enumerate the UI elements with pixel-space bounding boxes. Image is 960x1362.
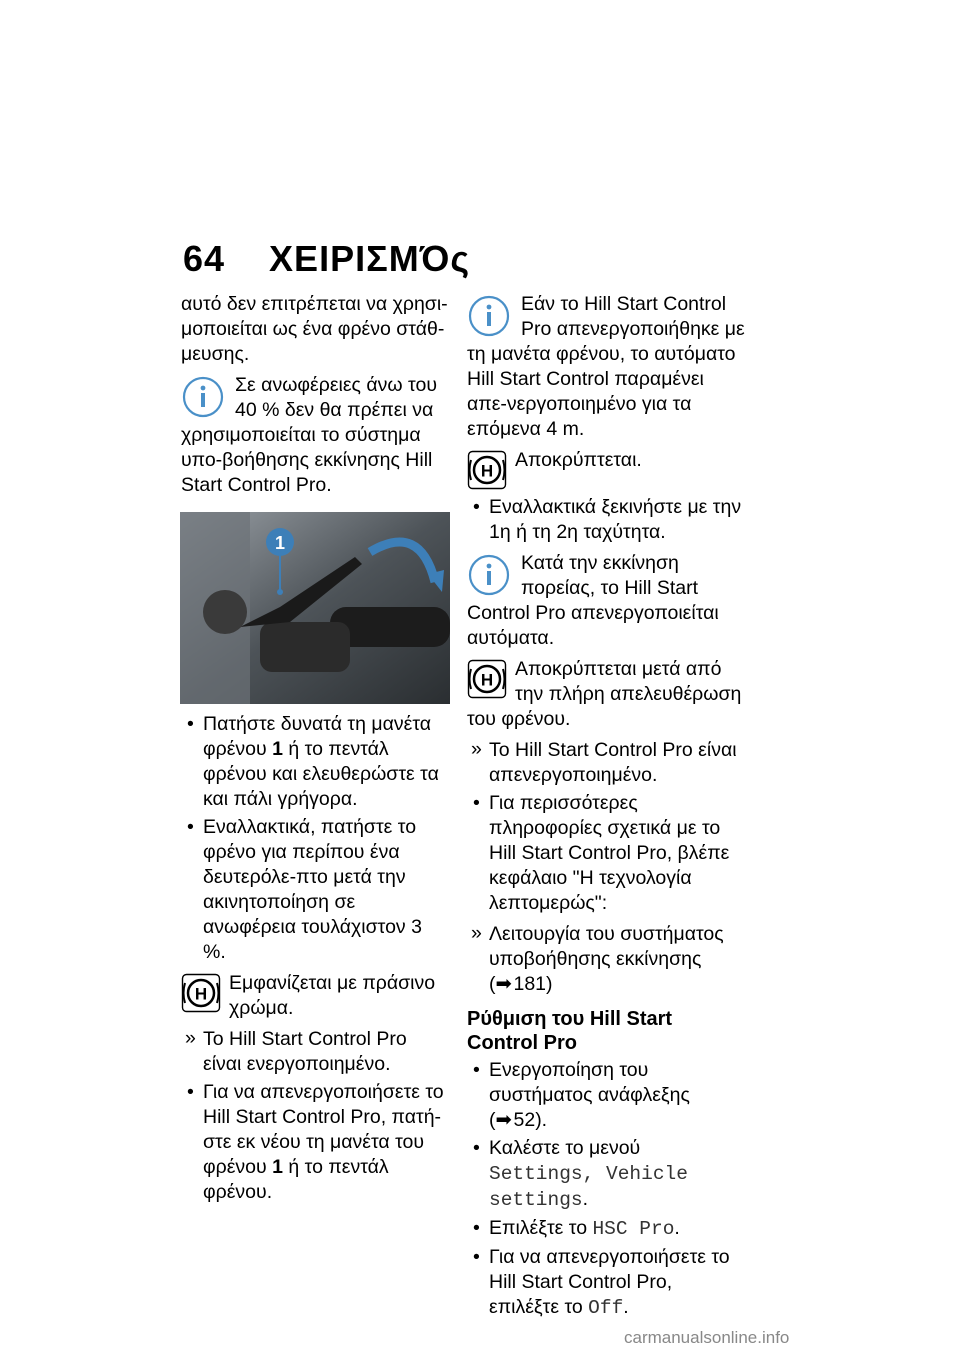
brake-lever-figure <box>180 512 450 704</box>
note-text: Εάν το Hill Start Control Pro απενεργοποιήθηκε με τη μανέτα φρένου, το αυτόματο Hill Start Control παραμένει απε-νεργοποιημένο για τα επόμενα 4 m. <box>467 293 745 440</box>
svg-text:H: H <box>480 461 494 481</box>
paragraph: αυτό δεν επιτρέπεται να χρησι-μοποιείται ως ένα φρένο στάθ-μευσης. <box>181 293 448 365</box>
menu-option: HSC Pro <box>592 1218 675 1240</box>
menu-path: Settings, Vehicle settings <box>489 1163 688 1211</box>
list-item: • Εναλλακτικά ξεκινήστε με την 1η ή τη 2η ταχύτητα. <box>467 495 747 545</box>
page-reference[interactable]: (➡ 181) <box>489 973 553 995</box>
list-item: • Για να απενεργοποιήσετε το Hill Start Control Pro, πατή-στε εκ νέου τη μανέτα του φρένου 1 ή το πεντάλ φρένου. <box>181 1080 449 1205</box>
result-item: » Το Hill Start Control Pro είναι ενεργοποιημένο. <box>181 1027 449 1077</box>
note-text: Αποκρύπτεται. <box>515 449 642 471</box>
info-icon <box>181 375 225 419</box>
info-icon <box>467 294 511 338</box>
result-item: » Λειτουργία του συστήματος υποβοήθησης εκκίνησης (➡ 181) <box>467 922 747 997</box>
reference-arrow-icon: ➡ <box>495 973 512 995</box>
figure-callout-1: 1 <box>274 533 286 553</box>
note-text: Αποκρύπτεται μετά από την πλήρη απελευθέρωση του φρένου. <box>467 658 742 730</box>
hill-start-indicator-icon <box>467 450 507 490</box>
list-item: • Επιλέξτε το HSC Pro. <box>467 1216 747 1242</box>
right-column <box>467 292 747 1321</box>
hill-start-indicator-icon <box>467 659 507 699</box>
indicator-note <box>181 971 449 1021</box>
info-icon <box>467 553 511 597</box>
svg-text:H: H <box>480 670 494 690</box>
note-text: Σε ανωφέρειες άνω του 40 % δεν θα πρέπει να χρησιμοποιείται το σύστημα υπο-βοήθησης εκκίνησης Hill Start Control Pro. <box>181 374 437 496</box>
reference-arrow-icon: ➡ <box>495 1109 512 1131</box>
list-item: • Πατήστε δυνατά τη μανέτα φρένου 1 ή το πεντάλ φρένου και ελευθερώστε τα και πάλι γρήγορα. <box>181 712 449 812</box>
watermark: carmanualsonline.info <box>624 1328 790 1347</box>
info-note <box>181 373 449 498</box>
list-item: • Καλέστε το μενού Settings, Vehicle settings. <box>467 1136 747 1213</box>
left-column <box>181 292 449 1205</box>
result-item: » Το Hill Start Control Pro είναι απενεργοποιημένο. <box>467 738 747 788</box>
page-number: 64 <box>183 238 226 279</box>
page-header <box>183 238 470 280</box>
list-item: • Για να απενεργοποιήσετε το Hill Start Control Pro, επιλέξτε το Off. <box>467 1245 747 1321</box>
section-heading: Ρύθμιση του Hill Start Control Pro <box>467 1008 673 1054</box>
indicator-note <box>467 448 747 492</box>
note-text: Εμφανίζεται με πράσινο χρώμα. <box>229 972 436 1019</box>
note-text: Κατά την εκκίνηση πορείας, το Hill Start Control Pro απενεργοποιείται αυτόματα. <box>467 552 719 649</box>
list-item: • Εναλλακτικά, πατήστε το φρένο για περίπου ένα δευτερόλε-πτο μετά την ακινητοποίηση σε ανωφέρεια τουλάχιστον 3 %. <box>181 815 449 965</box>
list-item: • Για περισσότερες πληροφορίες σχετικά με το Hill Start Control Pro, βλέπε κεφάλαιο "Η τεχνολογία λεπτομερώς": <box>467 791 747 916</box>
hill-start-indicator-icon <box>181 973 221 1013</box>
page-title: ΧΕΙΡΙΣΜΌς <box>269 238 471 279</box>
menu-option: Off <box>588 1297 624 1319</box>
info-note <box>467 551 747 651</box>
indicator-note <box>467 657 747 732</box>
svg-text:H: H <box>194 984 208 1004</box>
page-reference[interactable]: ➡ 52 <box>495 1109 536 1131</box>
list-item: • Ενεργοποίηση του συστήματος ανάφλεξης (➡ 52). <box>467 1058 747 1133</box>
info-note <box>467 292 747 442</box>
